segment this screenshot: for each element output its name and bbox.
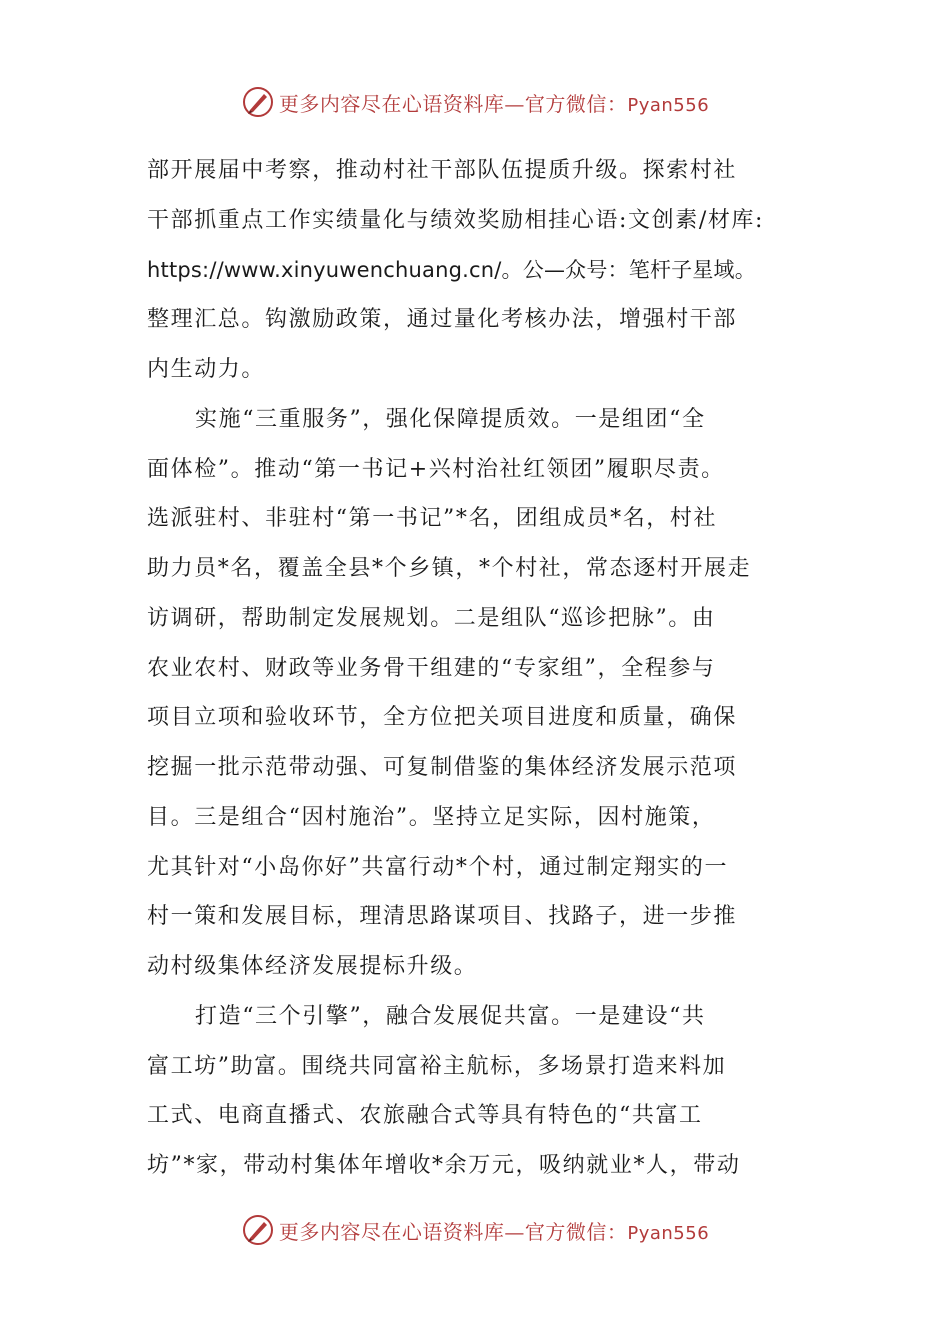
body-line: 项目立项和验收环节，全方位把关项目进度和质量，确保 — [147, 705, 738, 731]
header-wechat-id: Pyan556 — [627, 94, 710, 116]
body-line: 目。三是组合“因村施治”。坚持立足实际，因村施策， — [147, 804, 716, 830]
header-banner-text: 更多内容尽在心语资料库—官方微信：Pyan556 — [278, 91, 710, 116]
body-line: 面体检”。推动“第一书记+兴村治社红领团”履职尽责。 — [147, 456, 725, 482]
body-line: 整理汇总。钩激励政策，通过量化考核办法，增强村干部 — [147, 307, 738, 333]
pen-logo-icon — [241, 1213, 275, 1247]
footer-banner — [0, 1210, 950, 1250]
footer-wechat-id: Pyan556 — [627, 1222, 710, 1244]
body-line: 尤其针对“小岛你好”共富行动*个村，通过制定翔实的一 — [147, 854, 729, 880]
paragraph-start: 打造“三个引擎”，融合发展促共富。一是建设“共 — [195, 1003, 706, 1029]
header-banner — [0, 82, 950, 122]
footer-banner-text: 更多内容尽在心语资料库—官方微信：Pyan556 — [278, 1219, 710, 1244]
body-line: 坊”*家，带动村集体年增收*余万元，吸纳就业*人，带动 — [147, 1153, 741, 1178]
body-line: 富工坊”助富。围绕共同富裕主航标，多场景打造来料加 — [147, 1053, 727, 1079]
body-line: 助力员*名，覆盖全县*个乡镇，*个村社，常态逐村开展走 — [147, 556, 752, 581]
document-body — [147, 146, 812, 1191]
paragraph-start: 实施“三重服务”，强化保障提质效。一是组团“全 — [195, 406, 706, 432]
body-line: 访调研，帮助制定发展规划。二是组队“巡诊把脉”。由 — [147, 605, 716, 631]
body-line-url: https://www.xinyuwenchuang.cn/。公—众号：笔杆子星域。 — [147, 257, 756, 282]
body-line: 干部抓重点工作实绩量化与绩效奖励相挂心语:文创素/材库: — [147, 207, 765, 233]
body-line: 内生动力。 — [147, 357, 266, 382]
body-line: 挖掘一批示范带动强、可复制借鉴的集体经济发展示范项 — [147, 755, 738, 780]
pen-logo-icon — [241, 85, 275, 119]
body-line: 农业农村、财政等业务骨干组建的“专家组”，全程参与 — [147, 655, 716, 681]
body-line: 动村级集体经济发展提标升级。 — [147, 954, 478, 979]
body-line: 村一策和发展目标，理清思路谋项目、找路子，进一步推 — [147, 904, 738, 930]
body-line: 选派驻村、非驻村“第一书记”*名，团组成员*名，村社 — [147, 506, 718, 532]
body-line: 工式、电商直播式、农旅融合式等具有特色的“共富工 — [147, 1103, 703, 1129]
body-line: 部开展届中考察，推动村社干部队伍提质升级。探索村社 — [147, 158, 738, 183]
